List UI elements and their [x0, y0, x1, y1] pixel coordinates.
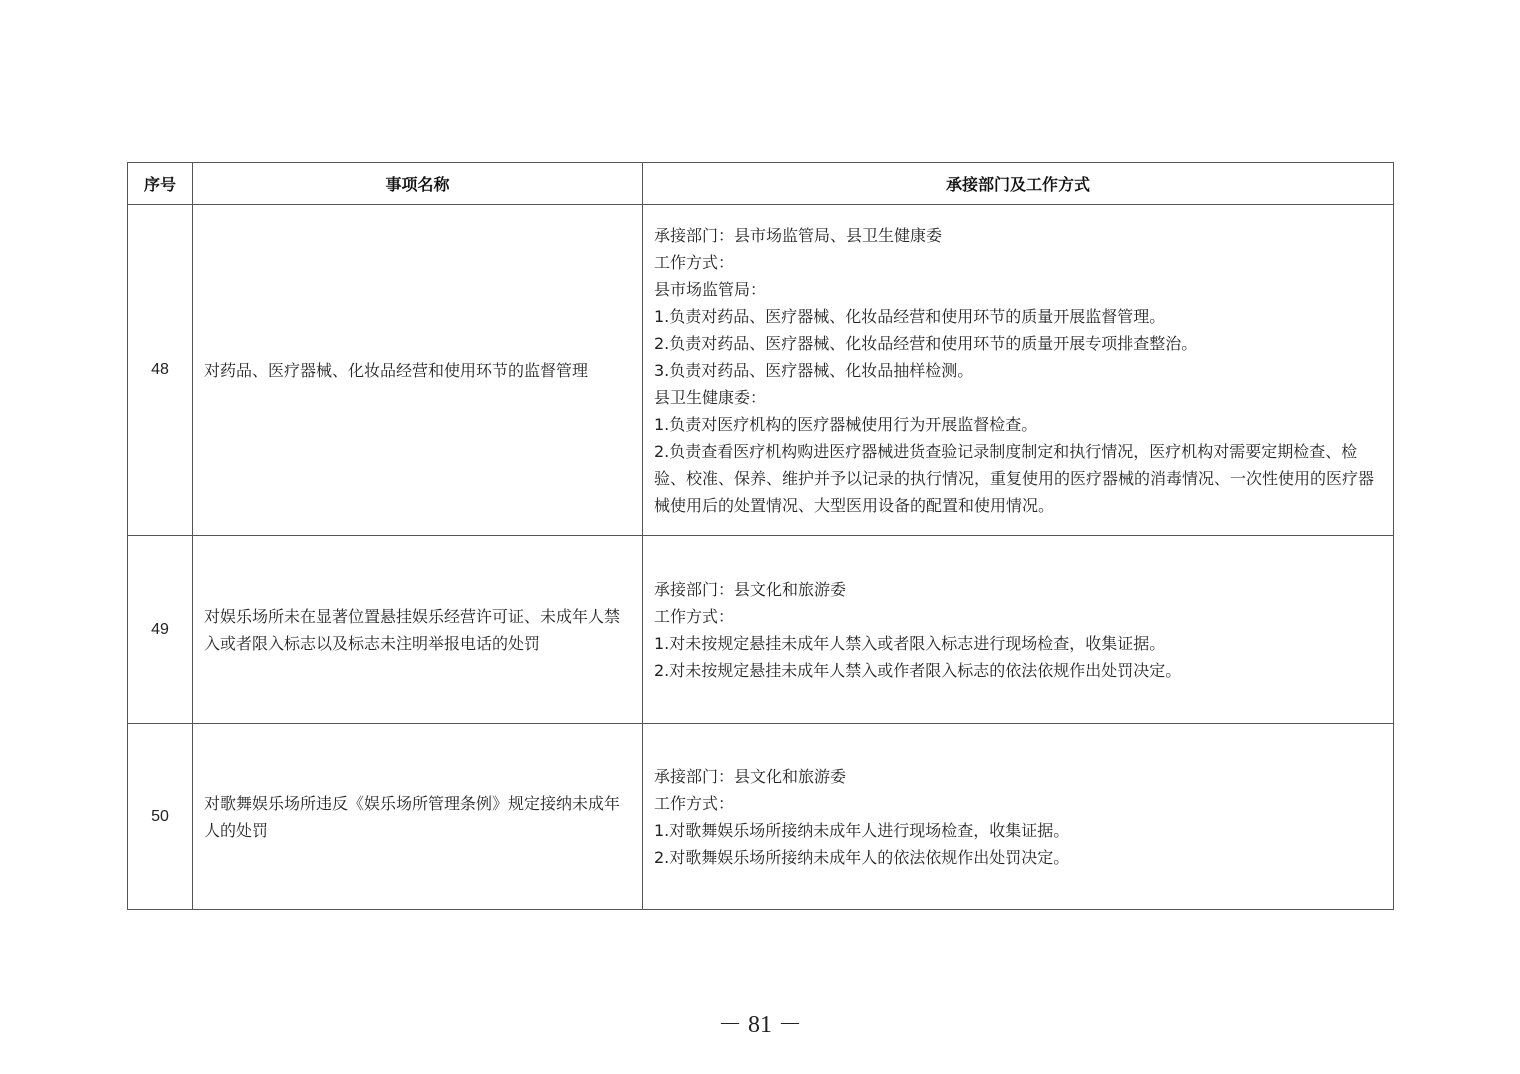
method-item: 1.负责对药品、医疗器械、化妆品经营和使用环节的质量开展监督管理。: [654, 306, 1166, 326]
row-seq: 48: [128, 205, 193, 536]
method-item: 1.对未按规定悬挂未成年人禁入或者限入标志进行现场检查，收集证据。: [654, 633, 1166, 653]
header-seq: 序号: [128, 163, 193, 205]
sub-dept-label: 县卫生健康委：: [654, 387, 767, 407]
table-row: [128, 205, 1394, 536]
header-dept: 承接部门及工作方式: [643, 163, 1394, 205]
table-header-row: [128, 163, 1394, 205]
method-item: 2.对未按规定悬挂未成年人禁入或作者限入标志的依法依规作出处罚决定。: [654, 660, 1182, 680]
method-item: 2.负责查看医疗机构购进医疗器械进货查验记录制度制定和执行情况，医疗机构对需要定期检查、检验、校准、保养、维护并予以记录的执行情况，重复使用的医疗器械的消毒情况、一次性使用的医疗器械使用后的处置情况、大型医用设备的配置和使用情况。: [654, 441, 1375, 515]
table-row: [128, 536, 1394, 724]
row-matter-name: 对歌舞娱乐场所违反《娱乐场所管理条例》规定接纳未成年人的处罚: [193, 724, 643, 910]
header-name: 事项名称: [193, 163, 643, 205]
row-matter-name: 对娱乐场所未在显著位置悬挂娱乐经营许可证、未成年人禁入或者限入标志以及标志未注明举报电话的处罚: [193, 536, 643, 724]
row-dept-method: [643, 536, 1394, 724]
method-item: 3.负责对药品、医疗器械、化妆品抽样检测。: [654, 360, 974, 380]
table-row: [128, 724, 1394, 910]
dept-line: 承接部门：县市场监管局、县卫生健康委: [654, 225, 943, 245]
row-seq: 49: [128, 536, 193, 724]
page-number: － 81 －: [718, 1012, 802, 1038]
row-seq: 50: [128, 724, 193, 910]
row-dept-method: [643, 724, 1394, 910]
method-label: 工作方式：: [654, 793, 735, 813]
row-matter-name: 对药品、医疗器械、化妆品经营和使用环节的监督管理: [193, 205, 643, 536]
method-label: 工作方式：: [654, 252, 735, 272]
sub-dept-label: 县市场监管局：: [654, 279, 767, 299]
method-item: 2.负责对药品、医疗器械、化妆品经营和使用环节的质量开展专项排查整治。: [654, 333, 1198, 353]
method-item: 2.对歌舞娱乐场所接纳未成年人的依法依规作出处罚决定。: [654, 847, 1070, 867]
dept-line: 承接部门：县文化和旅游委: [654, 579, 847, 599]
dept-line: 承接部门：县文化和旅游委: [654, 766, 847, 786]
method-label: 工作方式：: [654, 606, 735, 626]
matters-table: [127, 162, 1394, 910]
method-item: 1.对歌舞娱乐场所接纳未成年人进行现场检查，收集证据。: [654, 820, 1070, 840]
row-dept-method: [643, 205, 1394, 536]
method-item: 1.负责对医疗机构的医疗器械使用行为开展监督检查。: [654, 414, 1038, 434]
